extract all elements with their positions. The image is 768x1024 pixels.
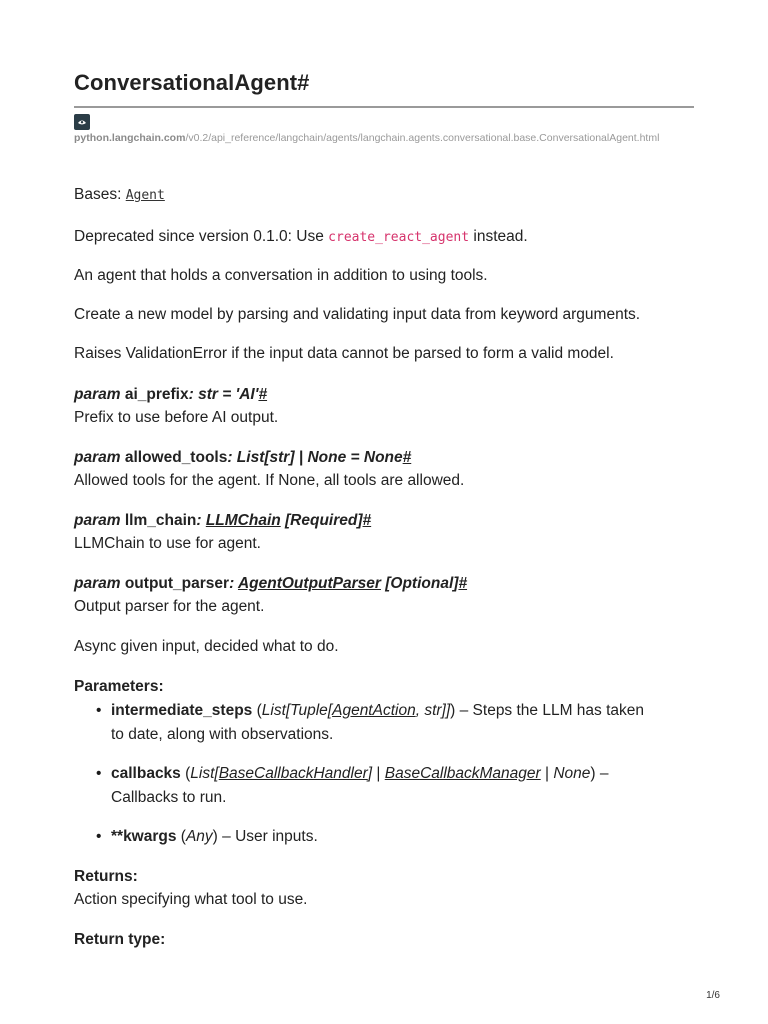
bullet-marker: •	[96, 702, 102, 719]
source-domain[interactable]: python.langchain.com	[74, 132, 186, 144]
param-type: : List[str] | None = None	[227, 449, 403, 466]
param-name: ai_prefix	[124, 386, 189, 403]
param-type-suffix: [Optional]	[380, 575, 459, 592]
deprecation-after: instead.	[473, 228, 528, 245]
llmchain-type-link[interactable]: LLMChain	[205, 512, 281, 529]
param-anchor-link[interactable]: #	[362, 512, 372, 529]
deprecation-notice	[74, 228, 528, 246]
description-paragraph: An agent that holds a conversation in addition to using tools.	[74, 267, 488, 284]
param-name: llm_chain	[124, 512, 197, 529]
source-path[interactable]: /v0.2/api_reference/langchain/agents/langchain.agents.conversational.base.ConversationalAgent.html	[185, 132, 660, 144]
parameter-item: intermediate_steps (List[Tuple[AgentAction, str]]) – Steps the LLM has taken to date, along with observations.	[111, 702, 645, 743]
param-description: LLMChain to use for agent.	[74, 535, 261, 552]
param-description: Output parser for the agent.	[74, 598, 265, 615]
bullet-marker: •	[96, 765, 102, 782]
source-url[interactable]	[74, 130, 694, 146]
page-title: ConversationalAgent#	[74, 70, 310, 95]
param-anchor-link[interactable]: #	[402, 449, 412, 466]
param-signature	[74, 449, 411, 467]
deprecation-text: Deprecated since version 0.1.0: Use	[74, 228, 324, 245]
param-keyword: param	[74, 512, 121, 529]
param-keyword: param	[74, 575, 121, 592]
param-keyword: param	[74, 386, 121, 403]
param-description: Allowed tools for the agent. If None, all tools are allowed.	[74, 472, 465, 489]
param-anchor-link[interactable]: #	[258, 386, 268, 403]
param-description: Prefix to use before AI output.	[74, 409, 279, 426]
bases-agent-link[interactable]: Agent	[125, 188, 165, 203]
param-signature	[74, 386, 267, 404]
param-signature	[74, 575, 467, 593]
bases-label: Bases:	[74, 186, 122, 203]
basecallbackmanager-link[interactable]: BaseCallbackManager	[384, 765, 541, 782]
parameters-heading: Parameters:	[74, 678, 164, 695]
agentaction-link[interactable]: AgentAction	[332, 702, 416, 719]
title-divider	[74, 106, 694, 108]
param-name: allowed_tools	[124, 449, 228, 466]
param-keyword: param	[74, 449, 121, 466]
site-favicon-icon	[74, 114, 90, 130]
param-type-prefix: :	[196, 512, 206, 529]
parameter-item: **kwargs (Any) – User inputs.	[111, 828, 318, 845]
param-signature	[74, 512, 371, 530]
parameter-name: **kwargs	[111, 828, 177, 845]
parameter-item: callbacks (List[BaseCallbackHandler] | BaseCallbackManager | None) – Callbacks to run.	[111, 765, 609, 806]
agentoutputparser-type-link[interactable]: AgentOutputParser	[237, 575, 381, 592]
returns-text: Action specifying what tool to use.	[74, 891, 308, 908]
bullet-marker: •	[96, 828, 102, 845]
method-description: Async given input, decided what to do.	[74, 638, 339, 655]
page-number: 1/6	[706, 990, 720, 1001]
deprecation-code: create_react_agent	[328, 230, 470, 245]
parameter-name: callbacks	[111, 765, 181, 782]
bases-line	[74, 186, 165, 204]
description-paragraph: Raises ValidationError if the input data cannot be parsed to form a valid model.	[74, 345, 614, 362]
param-anchor-link[interactable]: #	[458, 575, 468, 592]
description-paragraph: Create a new model by parsing and validating input data from keyword arguments.	[74, 306, 641, 323]
param-name: output_parser	[124, 575, 230, 592]
basecallbackhandler-link[interactable]: BaseCallbackHandler	[218, 765, 368, 782]
parameter-name: intermediate_steps	[111, 702, 253, 719]
returns-heading: Returns:	[74, 868, 138, 885]
param-type: : str = 'AI'	[188, 386, 259, 403]
return-type-heading: Return type:	[74, 931, 166, 948]
param-type-prefix: :	[229, 575, 238, 592]
param-type-suffix: [Required]	[280, 512, 363, 529]
